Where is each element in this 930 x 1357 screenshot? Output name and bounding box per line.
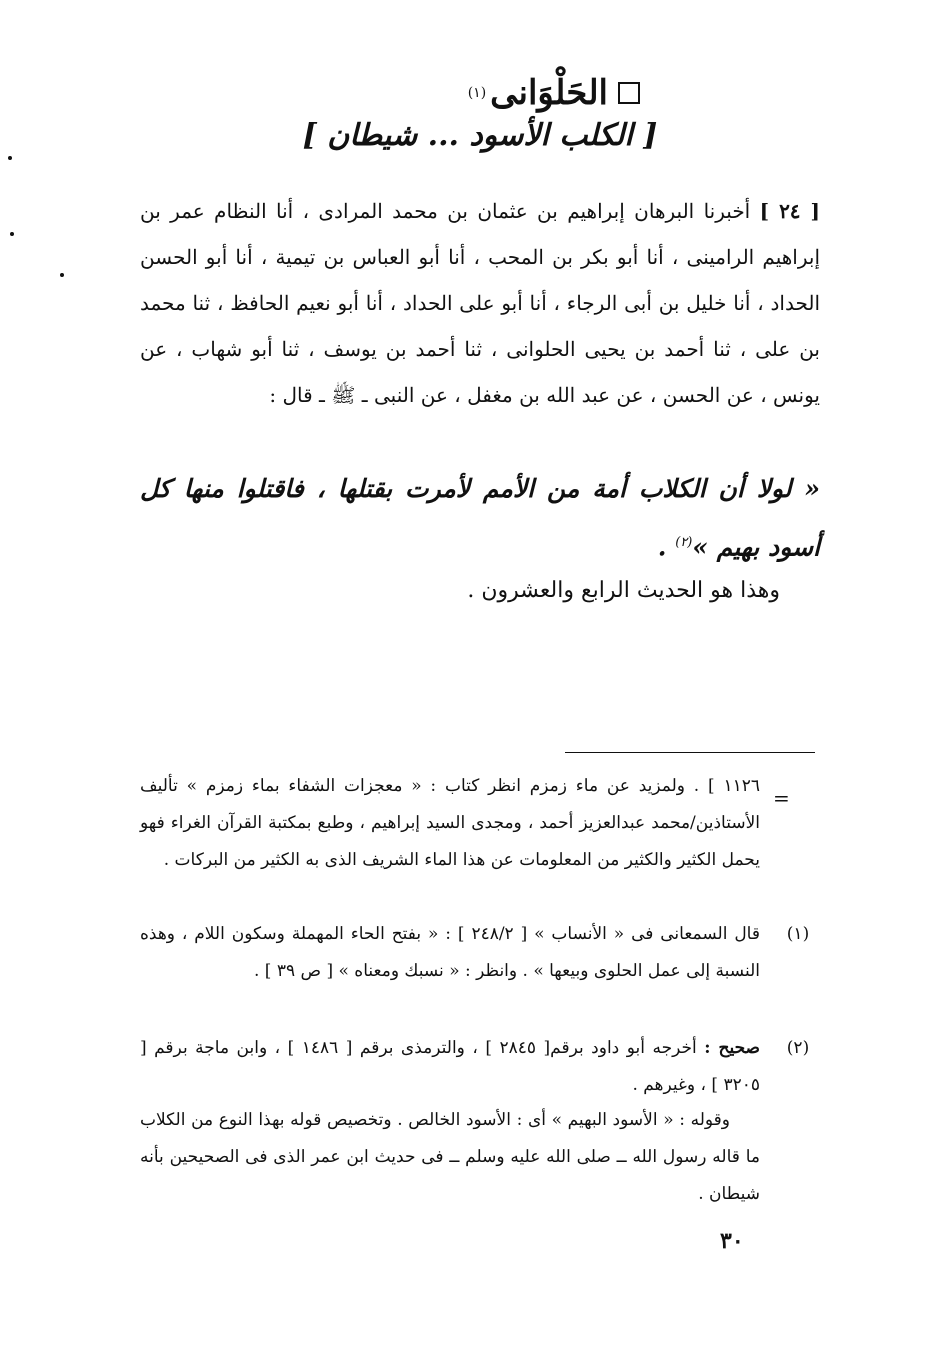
footnote-1-text: قال السمعانى فى « الأنساب » [ ٢٤٨/٢ ] : « بفتح الحاء المهملة وسكون اللام ، وهذه النسبة إلى عمل الحلوى وبيعها » . وانظر : « نسبك ومعناه » [ ص ٣٩ ] .: [140, 924, 760, 981]
hadith-number: [ ٢٤ ]: [759, 199, 820, 223]
chapter-subtitle: [ الكلب الأسود ... شيطان ]: [302, 118, 658, 153]
scan-speck: [60, 273, 64, 277]
footnote-2-label: (٢): [786, 1038, 810, 1058]
footnote-2: [140, 1030, 810, 1104]
scan-speck: [10, 232, 14, 236]
chapter-title-text: الحَلْوَانى: [490, 73, 608, 113]
continuation-mark: =: [773, 786, 790, 810]
footnote-1-label: (١): [786, 924, 810, 944]
footnote-continuation: ١١٢٦ ] . ولمزيد عن ماء زمزم انظر كتاب : « معجزات الشفاء بماء زمزم » تأليف الأستاذين/محمد عبدالعزيز أحمد ، ومجدى السيد إبراهيم ، وطبع بمكتبة القرآن الغراء فهو يحمل الكثير والكثير من المعلومات عن هذا الماء الشريف الذى به الكثير من البركات .: [140, 776, 760, 870]
closing-line: وهذا هو الحديث الرابع والعشرون .: [467, 578, 780, 603]
hadith-text: « لولا أن الكلاب أمة من الأمم لأمرت بقتلها ، فاقتلوا منها كل أسود بهيم »: [140, 474, 820, 562]
hadith-footnote-ref: (٢): [675, 535, 693, 550]
square-marker-icon: [618, 82, 640, 104]
hadith-end: .: [657, 532, 667, 562]
scan-speck: [8, 156, 12, 160]
chapter-title: [380, 68, 640, 118]
isnad-text: أخبرنا البرهان إبراهيم بن عثمان بن محمد المرادى ، أنا النظام عمر بن إبراهيم الرامينى ، أنا أبو بكر بن المحب ، أنا أبو العباس بن تيمية ، أنا أبو الحسن الحداد ، أنا خليل بن أبى الرجاء ، أنا أبو على الحداد ، أنا أبو نعيم الحافظ ، ثنا محمد بن على ، ثنا أحمد بن يحيى الحلوانى ، ثنا أحمد بن يوسف ، ثنا أبو شهاب ، عن يونس ، عن الحسن ، عن عبد الله بن مغفل ، عن النبى ـ ﷺ ـ قال :: [140, 199, 820, 407]
footnote-2-text: أخرجه أبو داود برقم[ ٢٨٤٥ ] ، والترمذى برقم [ ١٤٨٦ ] ، وابن ماجة برقم [ ٣٢٠٥ ] ، وغيرهم .: [140, 1038, 760, 1095]
footnote-separator: [565, 752, 815, 753]
title-footnote-ref: (١): [467, 85, 487, 101]
footnote-2-grade: صحيح :: [704, 1038, 760, 1058]
isnad-paragraph: [140, 188, 820, 418]
footnote-2-comment: وقوله : « الأسود البهيم » أى : الأسود الخالص . وتخصيص قوله بهذا النوع من الكلاب ما قاله رسول الله ــ صلى الله عليه وسلم ــ فى حديث ابن عمر الذى فى الصحيحين بأنه شيطان .: [140, 1110, 760, 1204]
page-number: ٣٠: [720, 1228, 744, 1254]
hadith-text-block: [140, 462, 820, 574]
footnote-1: [140, 916, 810, 990]
